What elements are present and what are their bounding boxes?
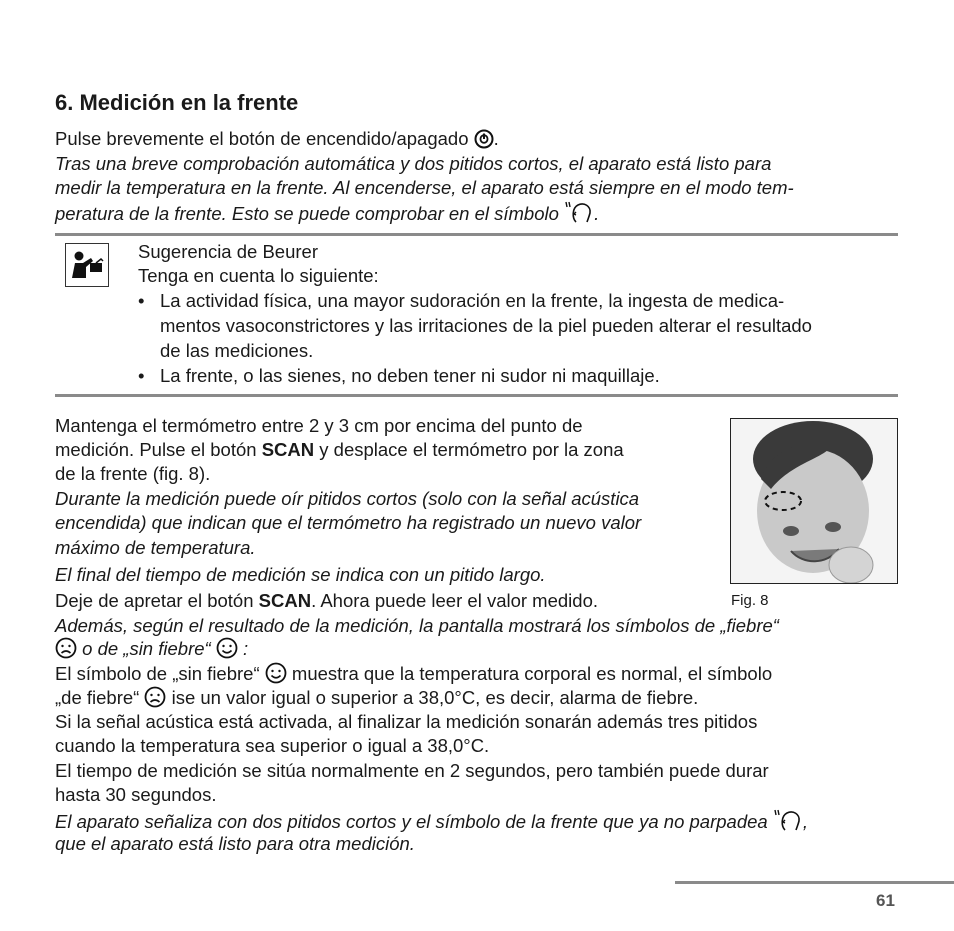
symbols-italic-1: Además, según el resultado de la medición, la pantalla mostrará los símbolos de „fiebre“	[55, 615, 779, 636]
beurer-tip-icon	[65, 243, 109, 287]
tip-bullet-1-line-3: de las mediciones.	[160, 340, 314, 361]
tip-bullet-1-line-1: La actividad física, una mayor sudoración en la frente, la ingesta de medica-	[160, 290, 785, 311]
body-italic-4: El final del tiempo de medición se indica con un pitido largo.	[55, 564, 546, 585]
tip-bullet-1: •	[138, 290, 145, 311]
intro-italic-1: Tras una breve comprobación automática y dos pitidos cortos, el aparato está listo para	[55, 153, 772, 174]
tip-bottom-rule	[55, 394, 898, 397]
fever-sad-face-icon	[55, 637, 77, 659]
tip-bullet-2-line: La frente, o las sienes, no deben tener ni sudor ni maquillaje.	[160, 365, 660, 386]
body-italic-1: Durante la medición puede oír pitidos cortos (solo con la señal acústica	[55, 488, 640, 509]
no-fever-smiley-icon	[216, 637, 238, 659]
tip-bullet-1-line-2: mentos vasoconstrictores y las irritaciones de la piel pueden alterar el resultado	[160, 315, 812, 336]
fever-sad-face-icon-2	[144, 686, 166, 708]
scan-button-label-2: SCAN	[258, 590, 312, 611]
symbols-line-1: El símbolo de „sin fiebre“ muestra que la temperatura corporal es normal, el símbolo	[55, 663, 773, 684]
symbols-italic-2: o de „sin fiebre“ :	[55, 637, 248, 661]
acoustic-line-1: Si la señal acústica está activada, al finalizar la medición sonarán además tres pitidos	[55, 711, 758, 732]
figure-caption: Fig. 8	[731, 592, 769, 609]
tip-intro: Tenga en cuenta lo siguiente:	[138, 265, 379, 286]
baby-forehead-photo	[730, 418, 898, 584]
forehead-mode-icon	[564, 200, 594, 224]
time-line-1: El tiempo de medición se sitúa normalmente en 2 segundos, pero también puede durar	[55, 760, 769, 781]
power-button-icon	[474, 129, 494, 149]
time-line-2: hasta 30 segundos.	[55, 784, 217, 805]
body-line-2: medición. Pulse el botón SCAN y desplace el termómetro por la zona	[55, 439, 624, 460]
tip-bullet-2: •	[138, 365, 145, 386]
tip-title: Sugerencia de Beurer	[138, 241, 318, 262]
body-line-1: Mantenga el termómetro entre 2 y 3 cm por encima del punto de	[55, 415, 583, 436]
end-italic-1: El aparato señaliza con dos pitidos cortos y el símbolo de la frente que ya no parpadea ,	[55, 808, 808, 834]
body-line-3: de la frente (fig. 8).	[55, 463, 211, 484]
intro-italic-2: medir la temperatura en la frente. Al encenderse, el aparato está siempre en el modo tem-	[55, 177, 794, 198]
symbols-line-2: „de fiebre“ ise un valor igual o superior a 38,0°C, es decir, alarma de fiebre.	[55, 687, 699, 708]
section-heading: 6. Medición en la frente	[55, 90, 299, 115]
intro-line-1: Pulse brevemente el botón de encendido/apagado .	[55, 128, 499, 149]
tip-top-rule	[55, 233, 898, 236]
page-number: 61	[876, 891, 895, 910]
scan-button-label: SCAN	[261, 439, 315, 460]
forehead-mode-icon-2	[773, 808, 803, 832]
intro-italic-3: peratura de la frente. Esto se puede comprobar en el símbolo .	[55, 200, 599, 226]
acoustic-line-2: cuando la temperatura sea superior o igual a 38,0°C.	[55, 735, 490, 756]
body-italic-2: encendida) que indican que el termómetro ha registrado un nuevo valor	[55, 512, 642, 533]
end-italic-2: que el aparato está listo para otra medición.	[55, 833, 415, 854]
no-fever-smiley-icon-2	[265, 662, 287, 684]
body-italic-3: máximo de temperatura.	[55, 537, 256, 558]
body-line-4: Deje de apretar el botón SCAN. Ahora puede leer el valor medido.	[55, 590, 598, 611]
footer-rule	[675, 881, 954, 884]
